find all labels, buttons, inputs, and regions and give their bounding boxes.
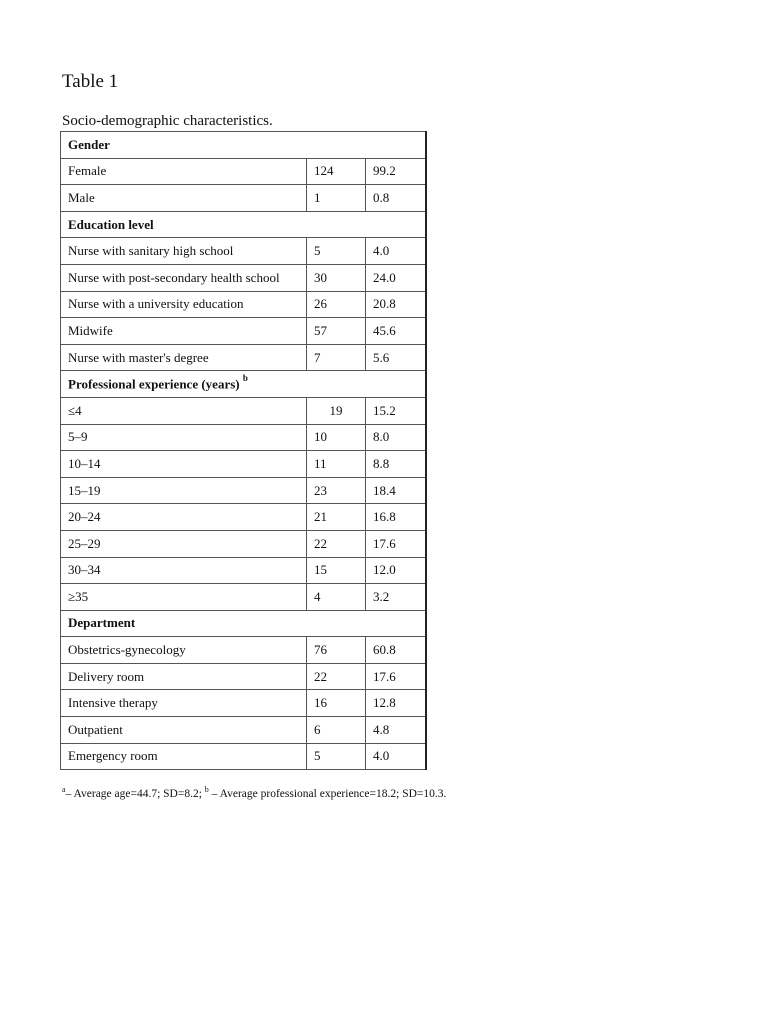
table-footnote <box>62 782 446 802</box>
row-count: 10 <box>307 424 366 451</box>
row-count: 57 <box>307 318 366 345</box>
row-count: 22 <box>307 663 366 690</box>
table-row <box>61 743 426 770</box>
section-header-row <box>61 371 426 398</box>
table-row <box>61 530 426 557</box>
row-percent: 45.6 <box>366 318 426 345</box>
row-count: 76 <box>307 637 366 664</box>
row-label: 10–14 <box>61 451 307 478</box>
row-count: 1 <box>307 185 366 212</box>
table-viewport <box>60 136 427 768</box>
row-count: 21 <box>307 504 366 531</box>
row-percent: 4.0 <box>366 743 426 770</box>
table-row <box>61 238 426 265</box>
row-count: 26 <box>307 291 366 318</box>
row-percent: 15.2 <box>366 397 426 424</box>
row-count: 4 <box>307 584 366 611</box>
row-percent: 99.2 <box>366 158 426 185</box>
row-label: Nurse with sanitary high school <box>61 238 307 265</box>
row-label: Male <box>61 185 307 212</box>
table-row <box>61 663 426 690</box>
row-label: 5–9 <box>61 424 307 451</box>
table-row <box>61 158 426 185</box>
table-body <box>61 132 426 770</box>
row-percent: 8.8 <box>366 451 426 478</box>
footnote-text-b: – Average professional experience=18.2; SD=10.3. <box>208 787 447 800</box>
footnote-marker-b: b <box>204 785 209 794</box>
row-count: 19 <box>307 397 366 424</box>
table-row <box>61 424 426 451</box>
row-percent: 16.8 <box>366 504 426 531</box>
section-header-row <box>61 610 426 637</box>
row-percent: 4.0 <box>366 238 426 265</box>
table-title: Table 1 <box>62 71 119 92</box>
row-count: 22 <box>307 530 366 557</box>
section-heading <box>61 610 426 637</box>
row-count: 124 <box>307 158 366 185</box>
row-percent: 5.6 <box>366 344 426 371</box>
table-row <box>61 185 426 212</box>
section-heading-text: Professional experience (years) <box>68 376 240 392</box>
row-count: 5 <box>307 743 366 770</box>
row-percent: 20.8 <box>366 291 426 318</box>
row-label: 25–29 <box>61 530 307 557</box>
table-row <box>61 557 426 584</box>
row-count: 16 <box>307 690 366 717</box>
table-row <box>61 477 426 504</box>
table-row <box>61 637 426 664</box>
row-percent: 0.8 <box>366 185 426 212</box>
row-count: 23 <box>307 477 366 504</box>
row-count: 7 <box>307 344 366 371</box>
table-row <box>61 584 426 611</box>
table-row <box>61 451 426 478</box>
row-label: Intensive therapy <box>61 690 307 717</box>
table-row <box>61 344 426 371</box>
section-heading <box>61 211 426 238</box>
footnote-marker-a: a <box>62 785 66 794</box>
row-percent: 60.8 <box>366 637 426 664</box>
row-label: Obstetrics-gynecology <box>61 637 307 664</box>
table-row <box>61 318 426 345</box>
row-percent: 17.6 <box>366 663 426 690</box>
table-row <box>61 504 426 531</box>
row-label: 20–24 <box>61 504 307 531</box>
section-heading <box>61 371 426 398</box>
section-heading-text: Department <box>68 615 136 631</box>
table-row <box>61 264 426 291</box>
row-label: Nurse with post-secondary health school <box>61 264 307 291</box>
row-percent: 17.6 <box>366 530 426 557</box>
row-percent: 12.8 <box>366 690 426 717</box>
row-count: 11 <box>307 451 366 478</box>
row-label: 15–19 <box>61 477 307 504</box>
section-header-row <box>61 132 426 159</box>
row-label: Outpatient <box>61 717 307 744</box>
row-label: Emergency room <box>61 743 307 770</box>
table-row <box>61 397 426 424</box>
characteristics-table <box>60 131 427 770</box>
row-count: 6 <box>307 717 366 744</box>
table-row <box>61 690 426 717</box>
row-label: Midwife <box>61 318 307 345</box>
section-heading-text: Education level <box>68 216 154 232</box>
section-header-row <box>61 211 426 238</box>
row-label: Delivery room <box>61 663 307 690</box>
row-count: 15 <box>307 557 366 584</box>
row-label: 30–34 <box>61 557 307 584</box>
row-percent: 4.8 <box>366 717 426 744</box>
footnote-text-a: – Average age=44.7; SD=8.2; <box>65 787 205 800</box>
table-row <box>61 717 426 744</box>
section-heading <box>61 132 426 159</box>
row-percent: 24.0 <box>366 264 426 291</box>
row-label: Nurse with master's degree <box>61 344 307 371</box>
row-count: 5 <box>307 238 366 265</box>
section-heading-text: Gender <box>68 136 110 152</box>
row-label: Female <box>61 158 307 185</box>
table-row <box>61 291 426 318</box>
row-label: Nurse with a university education <box>61 291 307 318</box>
row-percent: 8.0 <box>366 424 426 451</box>
row-label: ≤4 <box>61 397 307 424</box>
row-percent: 3.2 <box>366 584 426 611</box>
row-percent: 12.0 <box>366 557 426 584</box>
row-percent: 18.4 <box>366 477 426 504</box>
row-count: 30 <box>307 264 366 291</box>
section-heading-footnote-marker: b <box>242 373 248 384</box>
row-label: ≥35 <box>61 584 307 611</box>
table-caption: Socio-demographic characteristics. <box>62 113 273 129</box>
